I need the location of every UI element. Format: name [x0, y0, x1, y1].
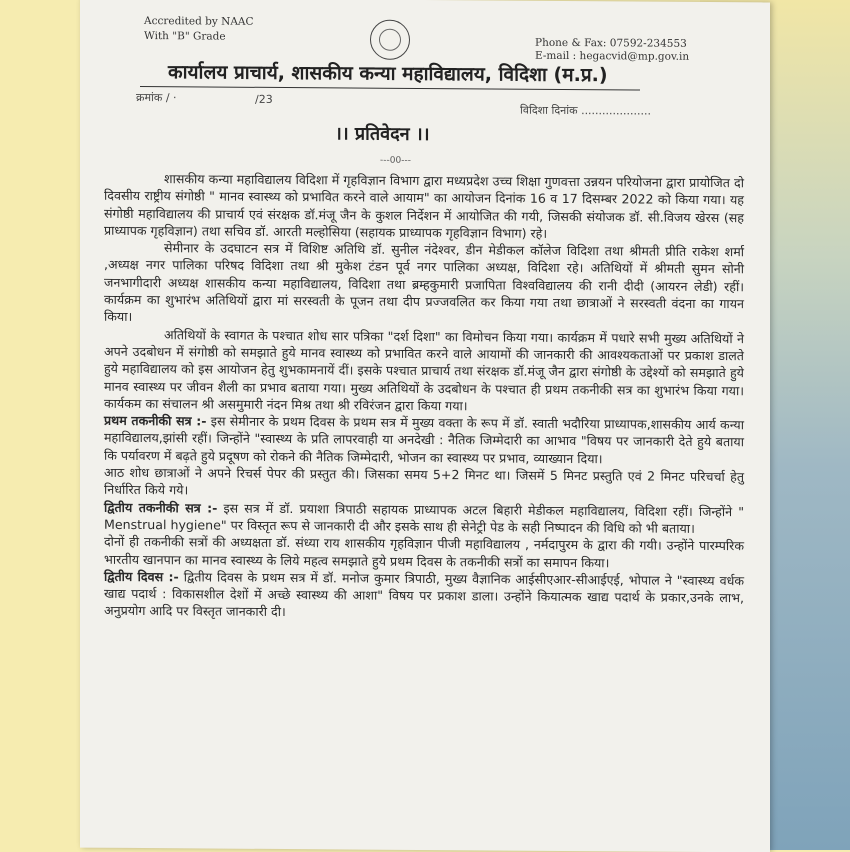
- report-body: [104, 170, 744, 624]
- contact-block: [535, 37, 689, 64]
- separator: ---00---: [380, 155, 411, 166]
- paragraph-text: सेमीनार के उदघाटन सत्र में विशिष्ट अतिथि डॉ. सुनील नंदेश्वर, डीन मेडीकल कॉलेज विदिशा तथा श्रीमती प्रीति राकेश शर्मा ,अध्यक्ष नगर पालिका परिषद विदिशा तथा श्री मुकेश टंडन पूर्व नगर पालिका अध्यक्ष, विदिशा रहे। अतिथियों में श्रीमती सुमन सोनी जनभागीदारी अध्यक्ष शासकीय कन्या महाविद्यालय, विदिशा तथा ब्रम्हकुमारी प्रजापिता विश्वविद्यालय की रानी दीदी (आयरन लेडी) रहीं। कार्यक्रम का शुभारंभ अतिथियों द्वारा मां सरस्वती के पूजन तथा दीप प्रज्जवलित कर किया गया तथा छात्राओं ने सरस्वती वंदना का गायन किया।: [104, 240, 744, 325]
- reference-number: /23: [255, 92, 273, 106]
- office-name: कार्यालय प्राचार्य, शासकीय कन्या महाविद्यालय, विदिशा (म.प्र.): [168, 61, 608, 87]
- report-paragraph: [104, 498, 744, 537]
- paragraph-text: अतिथियों के स्वागत के पश्चात शोध सार पत्रिका "दर्श दिशा" का विमोचन किया गया। कार्यक्रम में पधारे सभी मुख्य अतिथियों ने अपने उदबोधन में संगोष्ठी को समझाते हुये मानव स्वास्थ्य को प्रभावित करने वाले आयामों की जानकारी की आवश्यकताओं पर प्रकाश डालते हुये महाविद्यालय को इस आयोजन हेतु शुभकामनायें दीं। इसके पश्चात प्राचार्य तथा संरक्षक डॉ.मंजू जैन द्वारा संगोष्ठी के उद्देश्यों को समझाते हुये मानव स्वास्थ्य पर जीवन शैली का प्रभाव बताया गया। मुख्य अतिथियों के उदबोधन के पश्चात ही प्रथम तकनीकी सत्र का शुभारंभ किया गया। कार्यकम का संचालन श्री असमुमारी नंदन मिश्र तथा श्री रविरंजन द्वारा किया गया।: [104, 326, 744, 414]
- section-heading: द्वितीय तकनीकी सत्र :-: [104, 499, 218, 516]
- email: E-mail : hegacvid@mp.gov.in: [535, 49, 690, 63]
- reference-label: क्रमांक / ·: [136, 90, 177, 105]
- paragraph-text: इस सत्र में डॉ. प्रयाशा त्रिपाठी सहायक प्राध्यापक अटल बिहारी मेडीकल महाविद्यालय, विदिशा रहीं। जिन्होंने " Menstrual hygiene" पर विस्तृत रूप से जानकारी दी और इसके साथ ही सेनेट्री पेड के सही निष्पादन की विधि को भी बताया।: [104, 500, 744, 536]
- section-heading: प्रथम तकनीकी सत्र :-: [104, 412, 207, 429]
- report-paragraph: [104, 464, 744, 503]
- accreditation-line-1: Accredited by NAAC: [144, 15, 254, 28]
- report-paragraph: [104, 533, 744, 572]
- report-paragraph: [104, 568, 744, 624]
- phone-fax: Phone & Fax: 07592-234553: [535, 36, 687, 50]
- report-paragraph: [104, 239, 744, 330]
- paragraph-text: शासकीय कन्या महाविद्यालय विदिशा में गृहविज्ञान विभाग द्वारा मध्यप्रदेश उच्च शिक्षा गुणवत्ता उन्नयन परियोजना द्वारा प्रायोजित दो दिवसीय राष्ट्रीय संगोष्ठी " मानव स्वास्थ्य को प्रभावित करने वाले आयाम" का आयोजन दिनांक 16 व 17 दिसम्बर 2022 को किया गया। यह संगोष्ठी महाविद्यालय की प्राचार्य एवं संरक्षक डॉ.मंजू जैन के कुशल निर्देशन में आयोजित की गयी, जिसकी संयोजक डॉ. सी.विजय खेरस (सह प्राध्यापक गृहविज्ञान) तथा सचिव डॉ. आरती मल्होसिया (सहायक प्राध्यापक गृहविज्ञान विभाग) रहे।: [104, 171, 744, 241]
- paragraph-text: द्वितीय दिवस के प्रथम सत्र में डॉ. मनोज कुमार त्रिपाठी, मुख्य वैज्ञानिक आईसीएआर-सीआईएई, भोपाल ने "स्वास्थ्य वर्धक खाद्य पदार्थ : विकासशील देशों में अच्छे स्वास्थ्य की आशा" विषय पर प्रकाश डाला। उन्होंने कियात्मक खाद्य पदार्थ के प्रकार,उनके लाभ, अनुप्रयोग आदि पर विस्तृत जानकारी दी।: [104, 569, 745, 620]
- accreditation-block: [144, 14, 254, 45]
- paragraph-text: इस सेमीनार के प्रथम दिवस के प्रथम सत्र में मुख्य वक्ता के रूप में डॉ. स्वाती भदौरिया प्राध्यापक,शासकीय आर्य कन्या महाविद्यालय,झांसी रहीं। जिन्होंने "स्वास्थ्य के प्रति लापरवाही या अनदेखी : नैतिक जिम्मेदारी का आभाव "विषय पर जानकारी देते हुये बताया कि पर्यावरण में बढ़ते हुये प्रदूषण को रोकने की नैतिक जिम्मेदारी, भोजन का स्वास्थ्य पर प्रभाव, व्याख्यान दिया।: [104, 413, 744, 466]
- report-paragraph: [104, 412, 744, 468]
- document-page: [80, 0, 770, 852]
- section-heading: द्वितीय दिवस :-: [104, 568, 179, 585]
- date-label: विदिशा दिनांक ....................: [520, 103, 652, 118]
- document-title: ।। प्रतिवेदन ।।: [335, 123, 430, 146]
- report-paragraph: [104, 325, 744, 416]
- paragraph-text: दोनों ही तकनीकी सत्रों की अध्यक्षता डॉ. संध्या राय शासकीय गृहविज्ञान पीजी महाविद्यालय , नर्मदापुरम के द्वारा की गयी। उन्होंने पारम्परिक भारतीय खानपान का मानव स्वास्थ्य के लिये महत्व समझाते हुये प्रथम दिवस के तकनीकी सत्रों का समापन किया।: [104, 533, 744, 570]
- report-paragraph: [104, 170, 744, 244]
- college-seal-icon: [370, 20, 410, 60]
- paragraph-text: आठ शोध छात्राओं ने अपने रिचर्स पेपर की प्रस्तुत की। जिसका समय 5+2 मिनट था। जिसमें 5 मिनट प्रस्तुति एवं 2 मिनट परिचर्चा हेतु निर्धारित किये गये।: [104, 464, 744, 498]
- accreditation-line-2: With "B" Grade: [144, 30, 226, 43]
